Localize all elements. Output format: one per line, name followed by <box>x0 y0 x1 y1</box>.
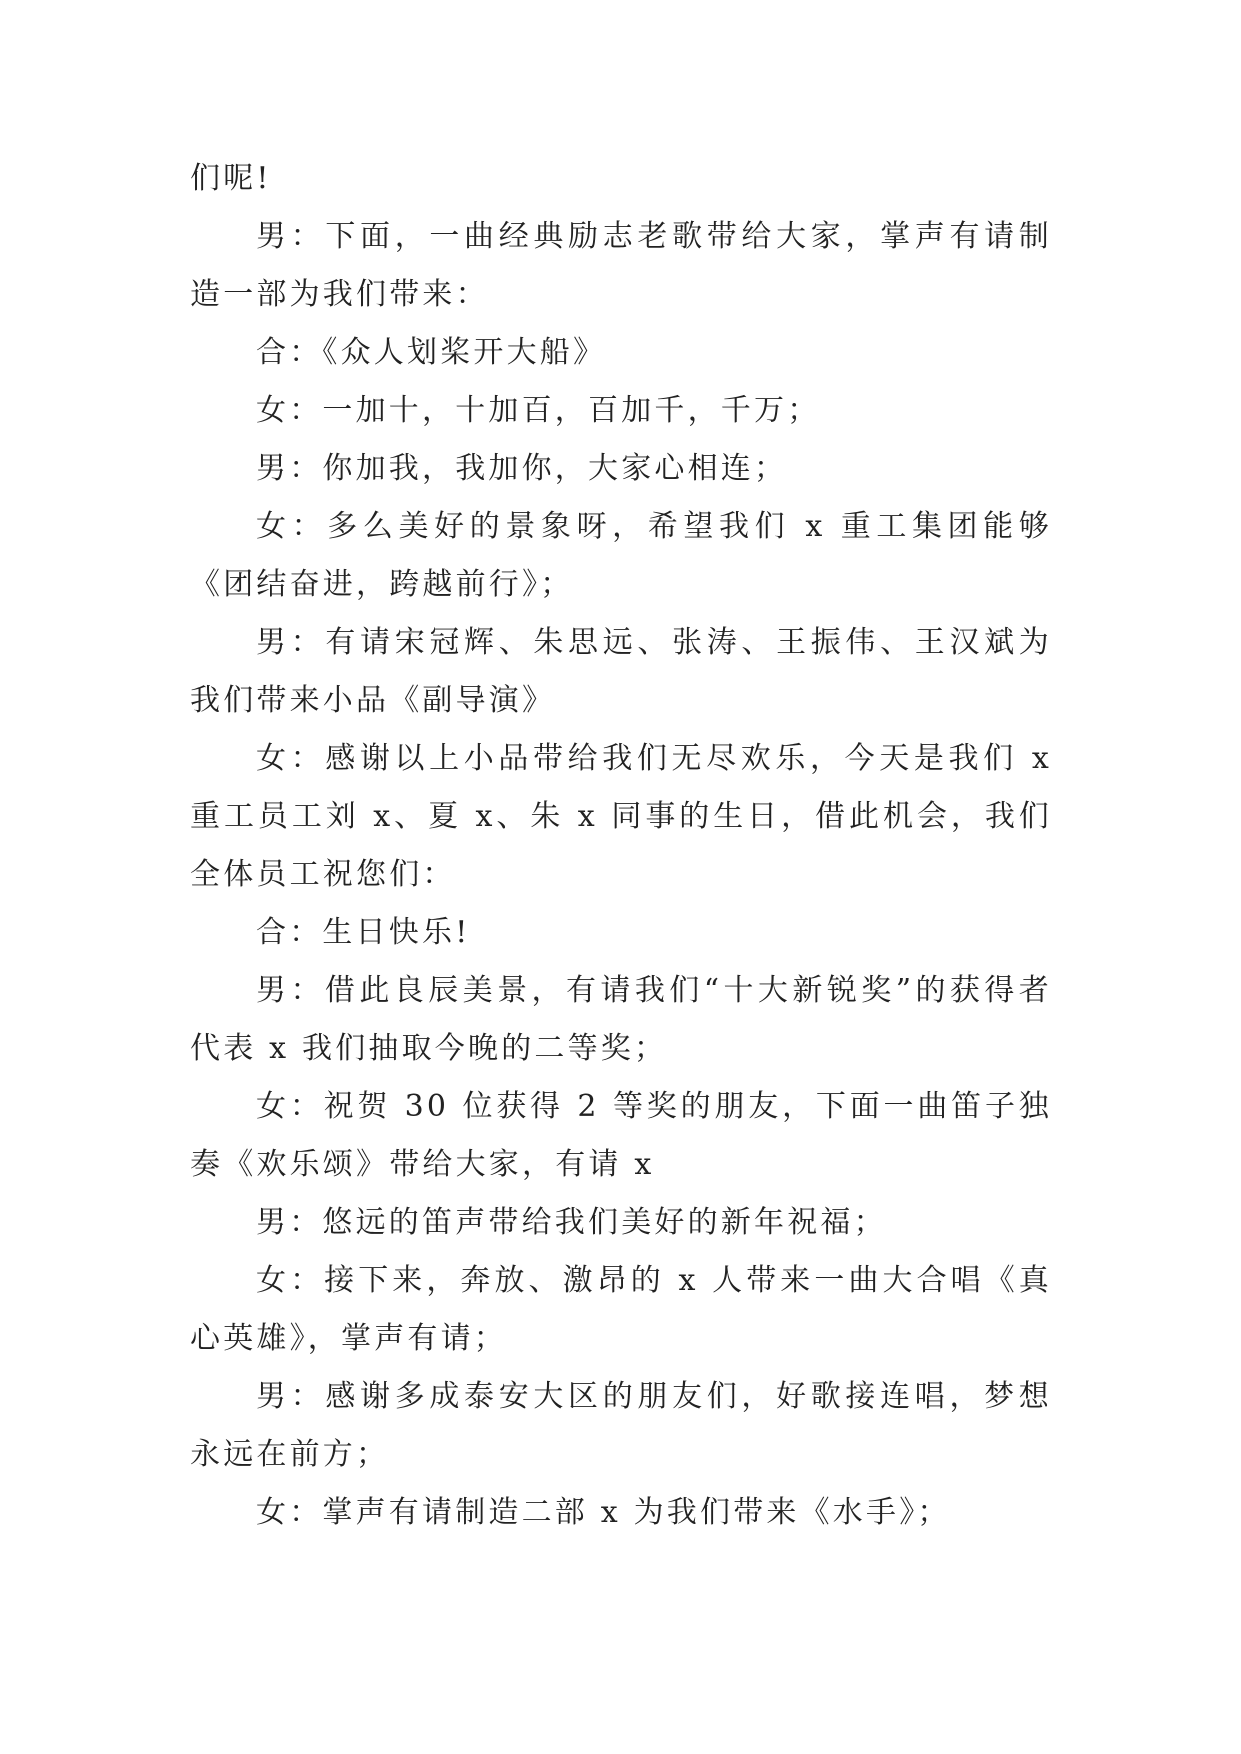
paragraph: 合：生日快乐! <box>256 915 471 950</box>
paragraph: 女：感谢以上小品带给我们无尽欢乐，今天是我们 x 重工员工刘 x、夏 x、朱 x 同事的生日，借此机会，我们全体员工祝您们： <box>190 741 1052 892</box>
paragraph: 男：你加我，我加你，大家心相连； <box>256 451 788 486</box>
paragraph: 女：一加十，十加百，百加千，千万； <box>256 393 821 428</box>
paragraph: 男：悠远的笛声带给我们美好的新年祝福； <box>256 1205 887 1240</box>
paragraph: 合：《众人划桨开大船》 <box>256 335 607 370</box>
paragraph: 们呢! <box>190 161 272 196</box>
paragraph: 男：感谢多成泰安大区的朋友们，好歌接连唱，梦想永远在前方； <box>190 1379 1052 1472</box>
paragraph: 女：接下来，奔放、激昂的 x 人带来一曲大合唱《真心英雄》，掌声有请； <box>190 1263 1052 1356</box>
paragraph: 女：掌声有请制造二部 x 为我们带来《水手》； <box>256 1495 951 1530</box>
paragraph: 男：下面，一曲经典励志老歌带给大家，掌声有请制造一部为我们带来： <box>190 219 1052 312</box>
paragraph: 男：借此良辰美景，有请我们“十大新锐奖”的获得者代表 x 我们抽取今晚的二等奖； <box>190 973 1052 1066</box>
document-body <box>190 150 1052 1542</box>
paragraph: 男：有请宋冠辉、朱思远、张涛、王振伟、王汉斌为我们带来小品《副导演》 <box>190 625 1052 718</box>
paragraph: 女：多么美好的景象呀，希望我们 x 重工集团能够《团结奋进，跨越前行》； <box>190 509 1052 602</box>
paragraph: 女：祝贺 30 位获得 2 等奖的朋友，下面一曲笛子独奏《欢乐颂》带给大家，有请 x <box>190 1089 1052 1182</box>
